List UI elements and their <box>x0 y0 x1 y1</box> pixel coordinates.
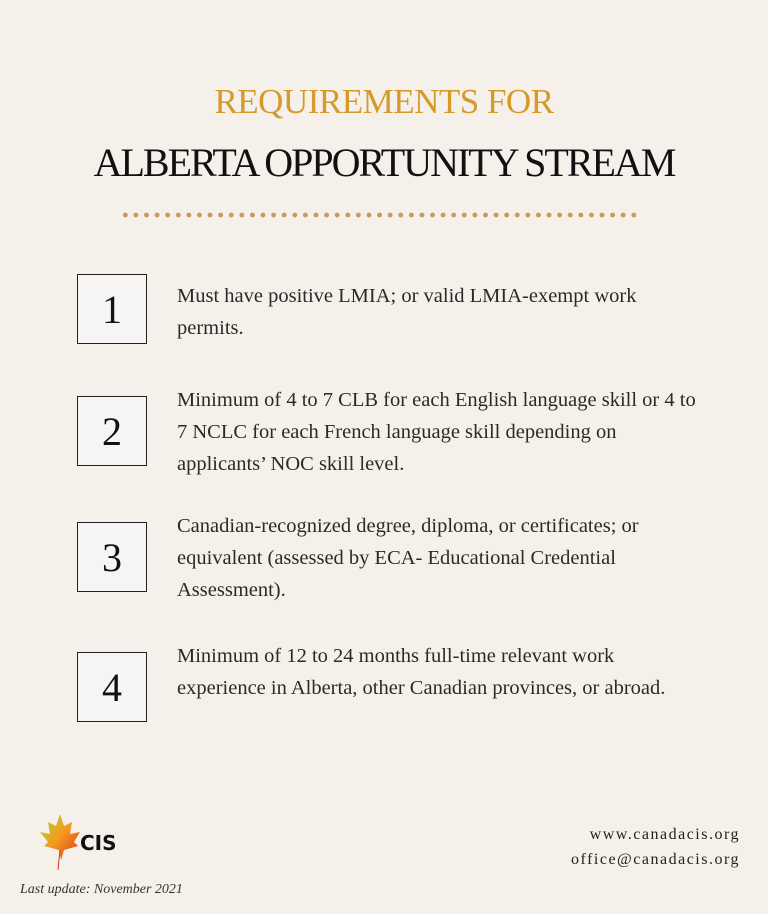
email-link[interactable]: office@canadacis.org <box>571 851 740 868</box>
title-line-1: REQUIREMENTS FOR <box>214 82 554 121</box>
contact-info <box>571 822 740 872</box>
requirement-text: Must have positive LMIA; or valid LMIA-exempt work permits. <box>177 285 637 339</box>
last-update: Last update: November 2021 <box>20 882 183 897</box>
website-link[interactable]: www.canadacis.org <box>589 826 740 843</box>
number-box: 4 <box>77 652 147 722</box>
dotted-divider <box>120 211 640 219</box>
number-box: 1 <box>77 274 147 344</box>
requirement-text: Canadian-recognized degree, diploma, or certificates; or equivalent (assessed by ECA- Educational Credential Assessment). <box>177 515 639 601</box>
title-line-2: ALBERTA OPPORTUNITY STREAM <box>93 140 675 185</box>
number-box: 2 <box>77 396 147 466</box>
svg-text:CIS: CIS <box>80 831 117 855</box>
requirement-text: Minimum of 12 to 24 months full-time relevant work experience in Alberta, other Canadian provinces, or abroad. <box>177 645 666 699</box>
requirement-text: Minimum of 4 to 7 CLB for each English language skill or 4 to 7 NCLC for each French language skill depending on applicants’ NOC skill level. <box>177 389 696 475</box>
cis-logo <box>30 812 120 872</box>
number-box: 3 <box>77 522 147 592</box>
